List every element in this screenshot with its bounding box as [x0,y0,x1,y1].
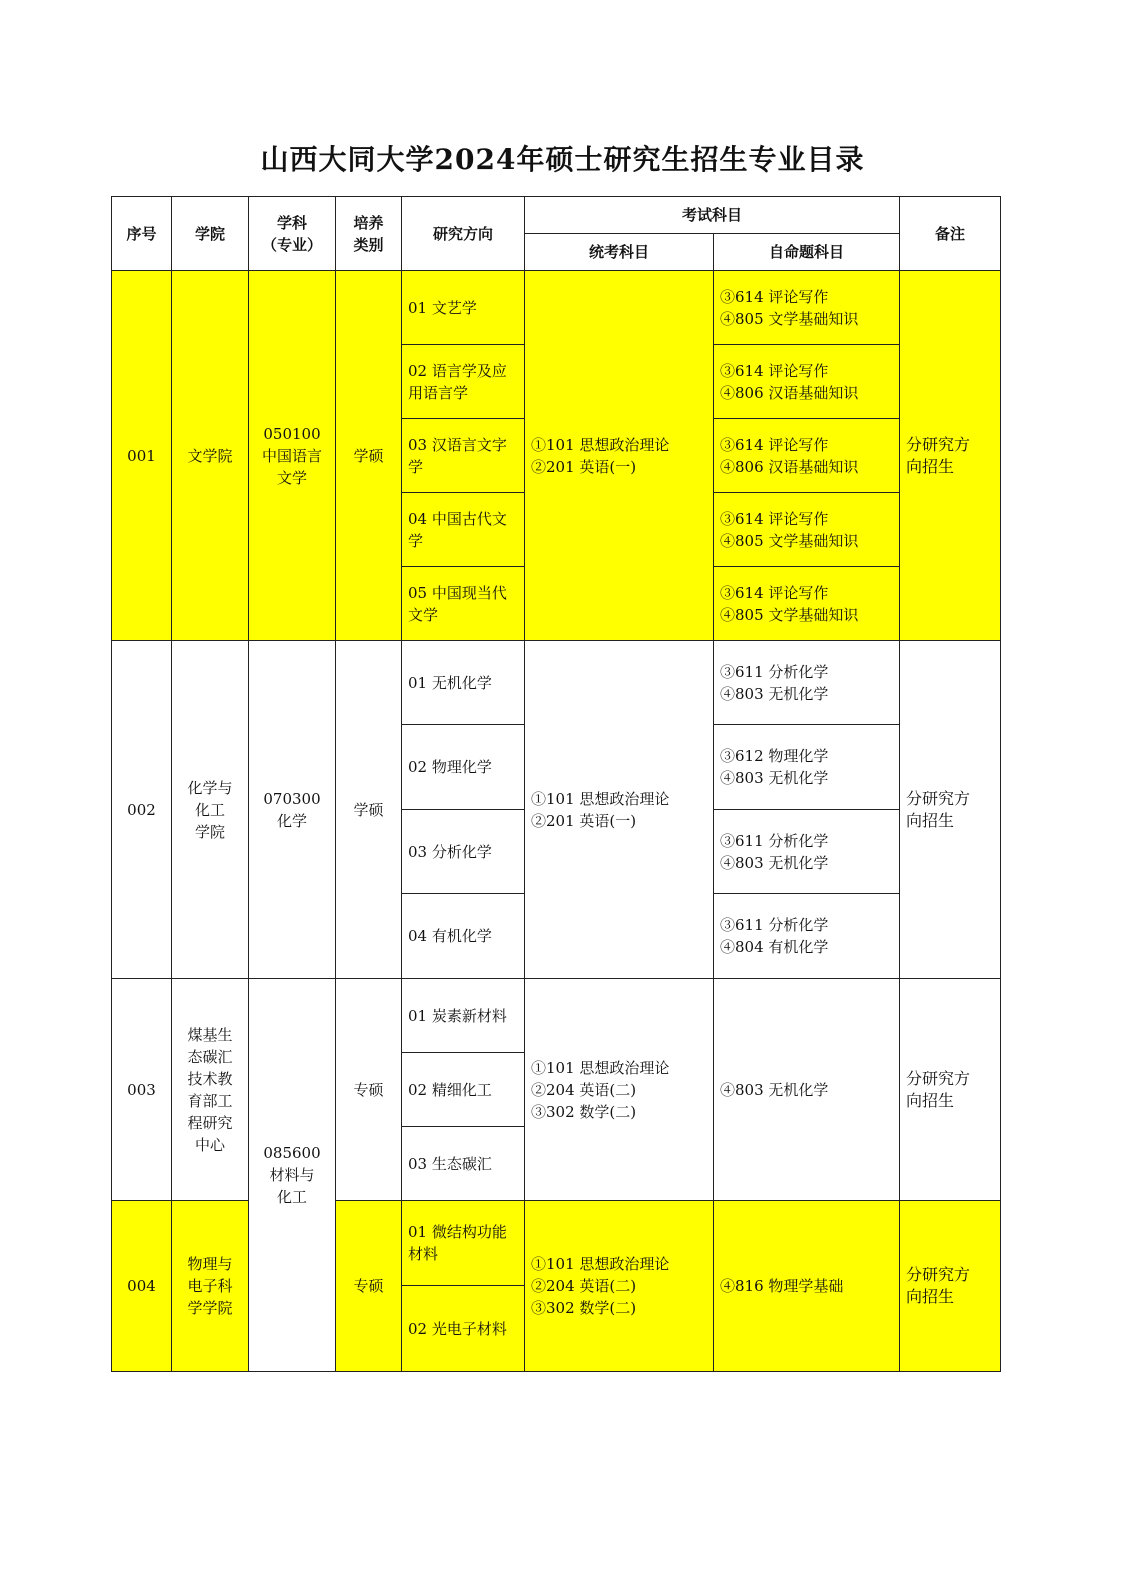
note-line: 分研究方 [906,788,971,808]
unified-exam-line: ③302 数学(二) [531,1299,637,1317]
unified-exam-line: ②204 英语(二) [531,1277,637,1295]
note-line: 向招生 [906,1090,955,1110]
header-type-line1: 培养 [353,213,384,232]
direction-cell [402,979,525,1053]
header-direction: 研究方向 [402,197,525,271]
unified-exam-line: ①101 思想政治理论 [531,1255,670,1273]
self-exam-line: ④804 有机化学 [720,938,829,956]
direction-line: 学 [408,457,424,476]
direction-line: 02 光电子材料 [408,1319,507,1338]
header-major-line2: （专业） [261,235,322,254]
direction-cell [402,1286,525,1372]
direction-line: 03 汉语言文字 [408,435,507,454]
table-row [112,1201,1001,1286]
self-exam-line: ③611 分析化学 [720,662,829,681]
direction-line: 02 语言学及应 [408,361,507,380]
self-exam-line: ④806 汉语基础知识 [720,457,859,476]
header-type-line2: 类别 [353,235,384,254]
major-cell [249,979,336,1372]
self-exam-line: ④805 文学基础知识 [720,531,859,550]
row-number: 001 [112,271,172,641]
direction-cell [402,271,525,345]
major-line: 中国语言 [261,446,322,465]
self-exam-line: ④816 物理学基础 [720,1277,844,1295]
major-line: 化工 [276,1188,307,1206]
self-exam-cell [714,979,900,1201]
header-no: 序号 [112,197,172,271]
self-exam-line: ④803 无机化学 [720,769,829,787]
self-exam-line: ③614 评论写作 [720,361,829,380]
self-exam-cell [714,271,900,345]
direction-line: 02 精细化工 [408,1080,492,1099]
direction-cell [402,419,525,493]
self-exam-cell [714,725,900,810]
direction-cell [402,345,525,419]
header-college: 学院 [172,197,249,271]
self-exam-cell [714,493,900,567]
major-cell [249,271,336,641]
header-major [249,197,336,271]
header-type [336,197,402,271]
unified-exam-line: ③302 数学(二) [531,1102,637,1121]
table-row [112,979,1001,1053]
major-line: 材料与 [269,1166,315,1184]
college-line: 物理与 [187,1255,233,1273]
direction-cell [402,725,525,810]
header-note: 备注 [900,197,1001,271]
direction-line: 05 中国现当代 [408,583,507,602]
unified-exam-line: ②204 英语(二) [531,1080,637,1099]
direction-cell [402,1053,525,1127]
direction-line: 04 有机化学 [408,927,492,945]
college-line: 学学院 [187,1299,233,1317]
row-number: 003 [112,979,172,1201]
unified-exam-cell [525,1201,714,1372]
note-cell [900,1201,1001,1372]
self-exam-cell [714,419,900,493]
college-line: 育部工 [187,1091,233,1110]
unified-exam-cell [525,979,714,1201]
college-line: 学院 [194,822,225,841]
row-number: 002 [112,641,172,979]
self-exam-line: ③612 物理化学 [720,747,829,765]
self-exam-line: ③611 分析化学 [720,916,829,934]
unified-exam-line: ①101 思想政治理论 [531,435,670,454]
type-cell: 专硕 [336,979,402,1201]
unified-exam-cell [525,271,714,641]
college-line: 程研究 [187,1113,233,1132]
unified-exam-line: ①101 思想政治理论 [531,1058,670,1077]
header-major-line1: 学科 [276,213,307,232]
direction-cell [402,810,525,894]
note-cell [900,979,1001,1201]
self-exam-line: ④806 汉语基础知识 [720,383,859,402]
direction-cell [402,1201,525,1286]
direction-line: 03 分析化学 [408,842,492,861]
major-line: 070300 [263,789,321,808]
self-exam-cell [714,894,900,979]
direction-cell [402,493,525,567]
table-row [112,641,1001,725]
type-cell: 学硕 [336,271,402,641]
self-exam-cell [714,641,900,725]
major-line: 085600 [263,1144,321,1162]
self-exam-line: ③614 评论写作 [720,583,829,602]
self-exam-line: ③614 评论写作 [720,435,829,454]
header-self: 自命题科目 [714,234,900,271]
self-exam-line: ④805 文学基础知识 [720,309,859,328]
college-cell [172,1201,249,1372]
direction-line: 01 炭素新材料 [408,1006,507,1025]
major-line: 050100 [263,424,321,443]
major-cell [249,641,336,979]
self-exam-line: ④803 无机化学 [720,684,829,703]
page-title: 山西大同大学2024年硕士研究生招生专业目录 [260,143,865,176]
unified-exam-line: ②201 英语(一) [531,811,637,830]
college-line: 化学与 [187,778,233,797]
unified-exam-line: ②201 英语(一) [531,457,637,476]
direction-line: 02 物理化学 [408,758,492,776]
direction-line: 01 无机化学 [408,673,492,692]
college-cell [172,641,249,979]
self-exam-line: ④805 文学基础知识 [720,605,859,624]
college-line: 文学院 [187,446,233,465]
direction-cell [402,641,525,725]
note-line: 向招生 [906,810,955,830]
college-cell [172,271,249,641]
self-exam-line: ③614 评论写作 [720,509,829,528]
catalog-table [111,196,1001,1372]
note-line: 分研究方 [906,434,971,454]
self-exam-cell [714,810,900,894]
type-cell: 学硕 [336,641,402,979]
direction-line: 学 [408,531,424,550]
college-line: 电子科 [187,1277,233,1295]
note-line: 向招生 [906,456,955,476]
note-cell [900,641,1001,979]
direction-line: 文学 [408,605,439,624]
college-line: 中心 [194,1135,225,1154]
major-line: 化学 [276,811,307,830]
self-exam-line: ③614 评论写作 [720,287,829,306]
row-number: 004 [112,1201,172,1372]
self-exam-line: ④803 无机化学 [720,1080,829,1099]
header-exam: 考试科目 [525,197,900,234]
direction-line: 01 文艺学 [408,298,477,317]
self-exam-cell [714,1201,900,1372]
type-cell: 专硕 [336,1201,402,1372]
note-line: 分研究方 [906,1265,971,1284]
college-line: 煤基生 [187,1025,233,1044]
self-exam-line: ④803 无机化学 [720,853,829,872]
note-line: 分研究方 [906,1068,971,1088]
direction-cell [402,567,525,641]
table-row [112,271,1001,345]
note-cell [900,271,1001,641]
major-line: 文学 [276,468,307,487]
self-exam-line: ③611 分析化学 [720,831,829,850]
direction-line: 材料 [408,1245,439,1263]
college-line: 技术教 [187,1069,233,1088]
college-cell [172,979,249,1201]
unified-exam-line: ①101 思想政治理论 [531,789,670,808]
unified-exam-cell [525,641,714,979]
self-exam-cell [714,567,900,641]
direction-line: 01 微结构功能 [408,1223,507,1241]
college-line: 化工 [194,800,225,819]
direction-line: 用语言学 [408,383,469,402]
header-unified: 统考科目 [525,234,714,271]
college-line: 态碳汇 [187,1047,233,1066]
self-exam-cell [714,345,900,419]
direction-cell [402,1127,525,1201]
direction-cell [402,894,525,979]
direction-line: 03 生态碳汇 [408,1154,492,1173]
direction-line: 04 中国古代文 [408,509,507,528]
note-line: 向招生 [906,1287,955,1306]
